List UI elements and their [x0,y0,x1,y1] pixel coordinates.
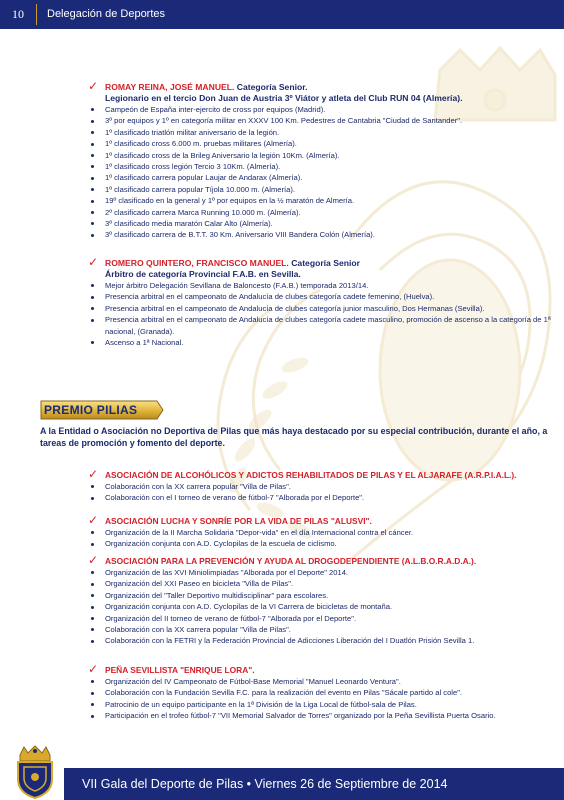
entity-heading [88,662,558,676]
honoree-subtitle: Árbitro de categoría Provincial F.A.B. en Sevilla. [105,269,301,279]
activity-list [88,481,558,504]
list-item: Campeón de España inter-ejercito de cross por equipos (Madrid). [105,104,558,115]
list-item: Organización conjunta con A.D. Cyclopilas de la escuela de ciclismo. [105,538,558,549]
premio-title: PREMIO PILIAS [44,403,138,417]
list-item: Organización de las XVI Miniolimpiadas "Alborada por el Deporte" 2014. [105,567,558,578]
list-item: 1º clasificado cross de la Brileg Aniversario la legión 10Km. (Almería). [105,150,558,161]
section-title: Delegación de Deportes [47,8,166,20]
list-item: Organización conjunta con A.D. Cyclopilas de la VI Carrera de bicicletas de montaña. [105,601,558,612]
list-item: Presencia arbitral en el campeonato de Andalucía de clubes categoría junior masculino, Dos Hermanas (Sevilla). [105,303,558,314]
entity-heading [88,553,558,567]
entry-heading [88,255,558,269]
list-item: 19º clasificado en la general y 1º por equipos en la ½ maratón de Almería. [105,195,558,206]
honoree-name: ROMERO QUINTERO, FRANCISCO MANUEL. [105,258,289,268]
list-item: Colaboración con la XX carrera popular "Villa de Pilas". [105,624,558,635]
list-item: Colaboración con la Fundación Sevilla F.C. para la realización del evento en Pilas "Sácale partido al cole". [105,687,558,698]
list-item: Patrocinio de un equipo participante en la 1ª División de la Liga Local de fútbol-sala de Pilas. [105,699,558,710]
list-item: 1º clasificado cross legión Tercio 3 10Km. (Almería). [105,161,558,172]
list-item: 2º clasificado carrera Marca Running 10.000 m. (Almería). [105,207,558,218]
list-item: Presencia arbitral en el campeonato de Andalucía de clubes categoría cadete masculino, promoción de ascenso a la categoría de 1ª nacional, (Granada). [105,314,558,337]
list-item: Colaboración con la FETRI y la Federación Provincial de Adicciones Liberación del I Duatlón Prisión Sevilla 1. [105,635,558,646]
achievement-list [88,280,558,348]
checkmark-icon: ✓ [88,255,99,269]
premio-intro: A la Entidad o Asociación no Deportiva de Pilas que más haya destacado por su especial contribución, durante el año, a tareas de promoción y fomento del deporte. [40,426,548,448]
list-item: 1º clasificado carrera popular Tíjola 10.000 m. (Almería). [105,184,558,195]
honoree-category: Categoría Senior. [236,82,308,92]
checkmark-icon: ✓ [88,513,99,527]
list-item: Colaboración con el I torneo de verano de fútbol-7 "Alborada por el Deporte". [105,492,558,503]
list-item: Organización del XXI Paseo en bicicleta "Villa de Pilas". [105,578,558,589]
list-item: 1º clasificado cross 6.000 m. pruebas militares (Almería). [105,138,558,149]
entity-heading [88,513,558,527]
list-item: 3º clasificado media maratón Calar Alto (Almería). [105,218,558,229]
list-item: Ascenso a 1ª Nacional. [105,337,558,348]
list-item: Participación en el trofeo fútbol-7 "VII Memorial Salvador de Torres" organizado por la Peña Sevillista Puerta Osario. [105,710,558,721]
entry-heading [88,79,558,93]
activity-list [88,567,558,647]
honoree-subtitle: Legionario en el tercio Don Juan de Austria 3º Viátor y atleta del Club RUN 04 (Almería). [105,93,463,103]
entity-name: ASOCIACIÓN DE ALCOHÓLICOS Y ADICTOS REHABILITADOS DE PILAS Y EL ALJARAFE (A.R.P.I.A.L.). [105,470,517,480]
list-item: Mejor árbitro Delegación Sevillana de Baloncesto (F.A.B.) temporada 2013/14. [105,280,558,291]
entity-heading [88,467,558,481]
entity-name: PEÑA SEVILLISTA "ENRIQUE LORA". [105,665,255,675]
checkmark-icon: ✓ [88,79,99,93]
entity-entry [88,513,558,550]
entity-entry [88,553,558,647]
achievement-list [88,104,558,241]
checkmark-icon: ✓ [88,553,99,567]
crest-badge-icon [14,745,56,799]
activity-list [88,676,558,722]
checkmark-icon: ✓ [88,467,99,481]
list-item: 1º clasificado triatlón militar aniversario de la legión. [105,127,558,138]
list-item: Organización del II torneo de verano de fútbol-7 "Alborada por el Deporte". [105,613,558,624]
list-item: 3º por equipos y 1º en categoría militar en XXXV 100 Km. Pedestres de Cantabria "Ciudad de Santander". [105,115,558,126]
list-item: Organización del "Taller Deportivo multidisciplinar" para escolares. [105,590,558,601]
page-footer [64,768,564,800]
entity-entry [88,662,558,722]
honoree-entry [88,79,558,241]
list-item: Organización de la II Marcha Solidaria "Depor-vida" en el día Internacional contra el cáncer. [105,527,558,538]
honoree-name: ROMAY REINA, JOSÉ MANUEL. [105,82,235,92]
entity-entry [88,467,558,504]
page-number: 10 [12,7,24,21]
list-item: 3º clasificado carrera de B.T.T. 30 Km. Aniversario VIII Bandera Colón (Almería). [105,229,558,240]
activity-list [88,527,558,550]
honoree-category: Categoría Senior [291,258,360,268]
list-item: Colaboración con la XX carrera popular "Villa de Pilas". [105,481,558,492]
entity-name: ASOCIACIÓN LUCHA Y SONRÍE POR LA VIDA DE PILAS "ALUSVI". [105,516,372,526]
list-item: 1º clasificado carrera popular Laujar de Andarax (Almería). [105,172,558,183]
list-item: Organización del IV Campeonato de Fútbol-Base Memorial "Manuel Leonardo Ventura". [105,676,558,687]
entity-name: ASOCIACIÓN PARA LA PREVENCIÓN Y AYUDA AL DROGODEPENDIENTE (A.L.B.O.R.A.D.A.). [105,556,477,566]
footer-text: VII Gala del Deporte de Pilas • Viernes 26 de Septiembre de 2014 [82,777,448,791]
honoree-entry [88,255,558,348]
checkmark-icon: ✓ [88,662,99,676]
list-item: Presencia arbitral en el campeonato de Andalucía de clubes categoría cadete femenino, (Huelva). [105,291,558,302]
